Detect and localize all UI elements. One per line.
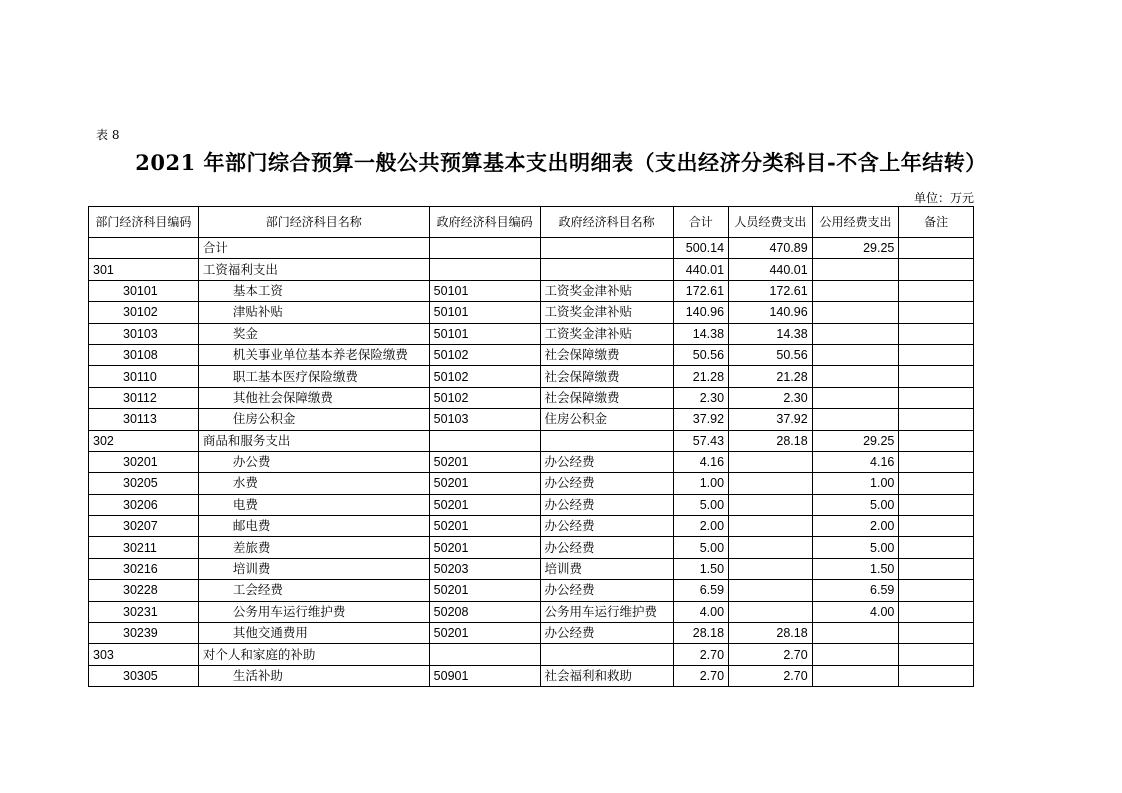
header-personnel: 人员经费支出 (729, 207, 813, 238)
cell-note (899, 644, 974, 665)
cell-dept-name: 商品和服务支出 (198, 430, 429, 451)
cell-public: 2.00 (812, 516, 899, 537)
cell-dept-name: 差旅费 (198, 537, 429, 558)
table-row (89, 430, 974, 451)
table-row (89, 409, 974, 430)
cell-public (812, 644, 899, 665)
cell-gov-code: 50901 (429, 665, 540, 686)
cell-dept-name: 津贴补贴 (198, 302, 429, 323)
cell-personnel: 50.56 (729, 344, 813, 365)
cell-dept-name: 奖金 (198, 323, 429, 344)
cell-gov-name (540, 238, 673, 259)
cell-dept-name: 合计 (198, 238, 429, 259)
cell-note (899, 409, 974, 430)
cell-personnel (729, 516, 813, 537)
cell-dept-code: 30211 (89, 537, 199, 558)
cell-gov-code: 50101 (429, 302, 540, 323)
cell-dept-name: 邮电费 (198, 516, 429, 537)
cell-note (899, 665, 974, 686)
cell-gov-name: 办公经费 (540, 516, 673, 537)
cell-gov-code: 50101 (429, 323, 540, 344)
cell-total: 14.38 (673, 323, 728, 344)
table-row (89, 323, 974, 344)
cell-personnel: 172.61 (729, 280, 813, 301)
cell-gov-name: 办公经费 (540, 494, 673, 515)
cell-gov-name: 工资奖金津补贴 (540, 302, 673, 323)
cell-personnel: 2.70 (729, 665, 813, 686)
cell-gov-code: 50201 (429, 516, 540, 537)
cell-dept-code: 30110 (89, 366, 199, 387)
cell-gov-name (540, 430, 673, 451)
cell-gov-code: 50201 (429, 494, 540, 515)
table-row (89, 537, 974, 558)
cell-total: 5.00 (673, 537, 728, 558)
cell-public (812, 302, 899, 323)
cell-total: 37.92 (673, 409, 728, 430)
cell-dept-name: 对个人和家庭的补助 (198, 644, 429, 665)
table-row (89, 494, 974, 515)
cell-note (899, 580, 974, 601)
cell-gov-name: 办公经费 (540, 473, 673, 494)
table-row (89, 473, 974, 494)
cell-gov-code: 50201 (429, 623, 540, 644)
cell-dept-code: 30216 (89, 558, 199, 579)
table-header-row (89, 207, 974, 238)
cell-gov-code: 50102 (429, 387, 540, 408)
cell-dept-name: 其他交通费用 (198, 623, 429, 644)
table-row (89, 344, 974, 365)
cell-gov-name: 社会保障缴费 (540, 387, 673, 408)
cell-gov-name: 社会福利和救助 (540, 665, 673, 686)
table-row (89, 259, 974, 280)
cell-total: 500.14 (673, 238, 728, 259)
cell-gov-name: 社会保障缴费 (540, 344, 673, 365)
cell-dept-code (89, 238, 199, 259)
cell-public (812, 387, 899, 408)
header-gov-code: 政府经济科目编码 (429, 207, 540, 238)
cell-gov-code: 50203 (429, 558, 540, 579)
cell-public: 6.59 (812, 580, 899, 601)
cell-total: 140.96 (673, 302, 728, 323)
cell-dept-code: 30305 (89, 665, 199, 686)
cell-public: 4.00 (812, 601, 899, 622)
cell-gov-code: 50101 (429, 280, 540, 301)
cell-dept-name: 职工基本医疗保险缴费 (198, 366, 429, 387)
cell-gov-name: 社会保障缴费 (540, 366, 673, 387)
cell-dept-name: 电费 (198, 494, 429, 515)
cell-gov-code: 50208 (429, 601, 540, 622)
cell-total: 4.16 (673, 451, 728, 472)
cell-dept-code: 302 (89, 430, 199, 451)
header-public: 公用经费支出 (812, 207, 899, 238)
cell-public (812, 623, 899, 644)
cell-gov-name: 办公经费 (540, 580, 673, 601)
cell-dept-code: 30231 (89, 601, 199, 622)
cell-gov-code (429, 430, 540, 451)
table-body (89, 238, 974, 687)
cell-total: 57.43 (673, 430, 728, 451)
cell-total: 2.00 (673, 516, 728, 537)
cell-personnel: 440.01 (729, 259, 813, 280)
cell-total: 2.70 (673, 665, 728, 686)
cell-personnel: 470.89 (729, 238, 813, 259)
cell-public (812, 665, 899, 686)
header-gov-name: 政府经济科目名称 (540, 207, 673, 238)
cell-personnel: 28.18 (729, 430, 813, 451)
cell-total: 1.50 (673, 558, 728, 579)
table-row (89, 302, 974, 323)
cell-dept-name: 工资福利支出 (198, 259, 429, 280)
cell-note (899, 516, 974, 537)
cell-note (899, 430, 974, 451)
cell-dept-code: 30108 (89, 344, 199, 365)
table-row (89, 280, 974, 301)
cell-personnel: 140.96 (729, 302, 813, 323)
cell-dept-code: 301 (89, 259, 199, 280)
cell-gov-name: 工资奖金津补贴 (540, 323, 673, 344)
cell-gov-name: 公务用车运行维护费 (540, 601, 673, 622)
cell-public: 29.25 (812, 238, 899, 259)
cell-personnel (729, 473, 813, 494)
table-number-label: 表 8 (96, 128, 120, 142)
cell-total: 4.00 (673, 601, 728, 622)
cell-note (899, 238, 974, 259)
cell-note (899, 558, 974, 579)
table-row (89, 665, 974, 686)
table-row (89, 451, 974, 472)
cell-gov-name (540, 644, 673, 665)
cell-dept-name: 培训费 (198, 558, 429, 579)
cell-note (899, 259, 974, 280)
cell-note (899, 366, 974, 387)
table-row (89, 516, 974, 537)
table-row (89, 387, 974, 408)
cell-gov-code (429, 259, 540, 280)
cell-note (899, 280, 974, 301)
cell-total: 440.01 (673, 259, 728, 280)
cell-dept-code: 30113 (89, 409, 199, 430)
table-row (89, 580, 974, 601)
cell-note (899, 302, 974, 323)
table-row (89, 601, 974, 622)
cell-personnel (729, 494, 813, 515)
cell-personnel: 2.30 (729, 387, 813, 408)
header-dept-name: 部门经济科目名称 (198, 207, 429, 238)
cell-gov-name: 工资奖金津补贴 (540, 280, 673, 301)
budget-detail-table (88, 206, 974, 687)
cell-personnel: 2.70 (729, 644, 813, 665)
cell-note (899, 323, 974, 344)
cell-gov-code (429, 644, 540, 665)
cell-dept-name: 办公费 (198, 451, 429, 472)
cell-dept-code: 30206 (89, 494, 199, 515)
cell-total: 1.00 (673, 473, 728, 494)
cell-total: 6.59 (673, 580, 728, 601)
cell-public (812, 344, 899, 365)
cell-dept-code: 30112 (89, 387, 199, 408)
cell-gov-name: 办公经费 (540, 537, 673, 558)
header-dept-code: 部门经济科目编码 (89, 207, 199, 238)
cell-public: 29.25 (812, 430, 899, 451)
cell-gov-name: 住房公积金 (540, 409, 673, 430)
cell-dept-name: 工会经费 (198, 580, 429, 601)
table-row (89, 558, 974, 579)
cell-personnel (729, 537, 813, 558)
cell-dept-code: 30201 (89, 451, 199, 472)
cell-note (899, 473, 974, 494)
cell-dept-code: 30103 (89, 323, 199, 344)
cell-note (899, 344, 974, 365)
cell-total: 5.00 (673, 494, 728, 515)
cell-dept-code: 30102 (89, 302, 199, 323)
cell-note (899, 494, 974, 515)
cell-total: 2.30 (673, 387, 728, 408)
cell-personnel: 21.28 (729, 366, 813, 387)
header-note: 备注 (899, 207, 974, 238)
cell-dept-code: 30228 (89, 580, 199, 601)
cell-gov-code (429, 238, 540, 259)
cell-note (899, 623, 974, 644)
cell-note (899, 537, 974, 558)
table-row (89, 623, 974, 644)
cell-public: 4.16 (812, 451, 899, 472)
cell-note (899, 601, 974, 622)
cell-public: 1.00 (812, 473, 899, 494)
cell-public: 5.00 (812, 494, 899, 515)
header-total: 合计 (673, 207, 728, 238)
cell-public (812, 259, 899, 280)
cell-gov-code: 50102 (429, 366, 540, 387)
cell-dept-name: 住房公积金 (198, 409, 429, 430)
table-row (89, 238, 974, 259)
cell-dept-name: 其他社会保障缴费 (198, 387, 429, 408)
table-row (89, 644, 974, 665)
cell-public (812, 280, 899, 301)
cell-public: 1.50 (812, 558, 899, 579)
cell-gov-name: 培训费 (540, 558, 673, 579)
cell-gov-code: 50201 (429, 580, 540, 601)
cell-gov-code: 50201 (429, 537, 540, 558)
cell-personnel (729, 580, 813, 601)
cell-personnel (729, 601, 813, 622)
cell-total: 50.56 (673, 344, 728, 365)
cell-gov-code: 50201 (429, 473, 540, 494)
cell-gov-code: 50102 (429, 344, 540, 365)
cell-personnel (729, 558, 813, 579)
cell-personnel: 14.38 (729, 323, 813, 344)
cell-gov-code: 50103 (429, 409, 540, 430)
cell-public (812, 409, 899, 430)
cell-note (899, 387, 974, 408)
cell-dept-name: 公务用车运行维护费 (198, 601, 429, 622)
cell-total: 2.70 (673, 644, 728, 665)
table-row (89, 366, 974, 387)
cell-total: 21.28 (673, 366, 728, 387)
cell-dept-code: 30101 (89, 280, 199, 301)
cell-dept-code: 30205 (89, 473, 199, 494)
cell-personnel: 28.18 (729, 623, 813, 644)
cell-public (812, 366, 899, 387)
cell-dept-name: 机关事业单位基本养老保险缴费 (198, 344, 429, 365)
cell-gov-name (540, 259, 673, 280)
unit-label: 单位：万元 (913, 191, 974, 205)
cell-dept-code: 303 (89, 644, 199, 665)
cell-personnel: 37.92 (729, 409, 813, 430)
cell-gov-name: 办公经费 (540, 623, 673, 644)
document-title: 2021 年部门综合预算一般公共预算基本支出明细表（支出经济分类科目-不含上年结转） (135, 150, 987, 175)
cell-dept-code: 30239 (89, 623, 199, 644)
cell-public (812, 323, 899, 344)
cell-dept-name: 基本工资 (198, 280, 429, 301)
cell-personnel (729, 451, 813, 472)
cell-gov-code: 50201 (429, 451, 540, 472)
cell-gov-name: 办公经费 (540, 451, 673, 472)
cell-dept-name: 水费 (198, 473, 429, 494)
cell-dept-name: 生活补助 (198, 665, 429, 686)
cell-dept-code: 30207 (89, 516, 199, 537)
cell-public: 5.00 (812, 537, 899, 558)
cell-note (899, 451, 974, 472)
cell-total: 172.61 (673, 280, 728, 301)
cell-total: 28.18 (673, 623, 728, 644)
